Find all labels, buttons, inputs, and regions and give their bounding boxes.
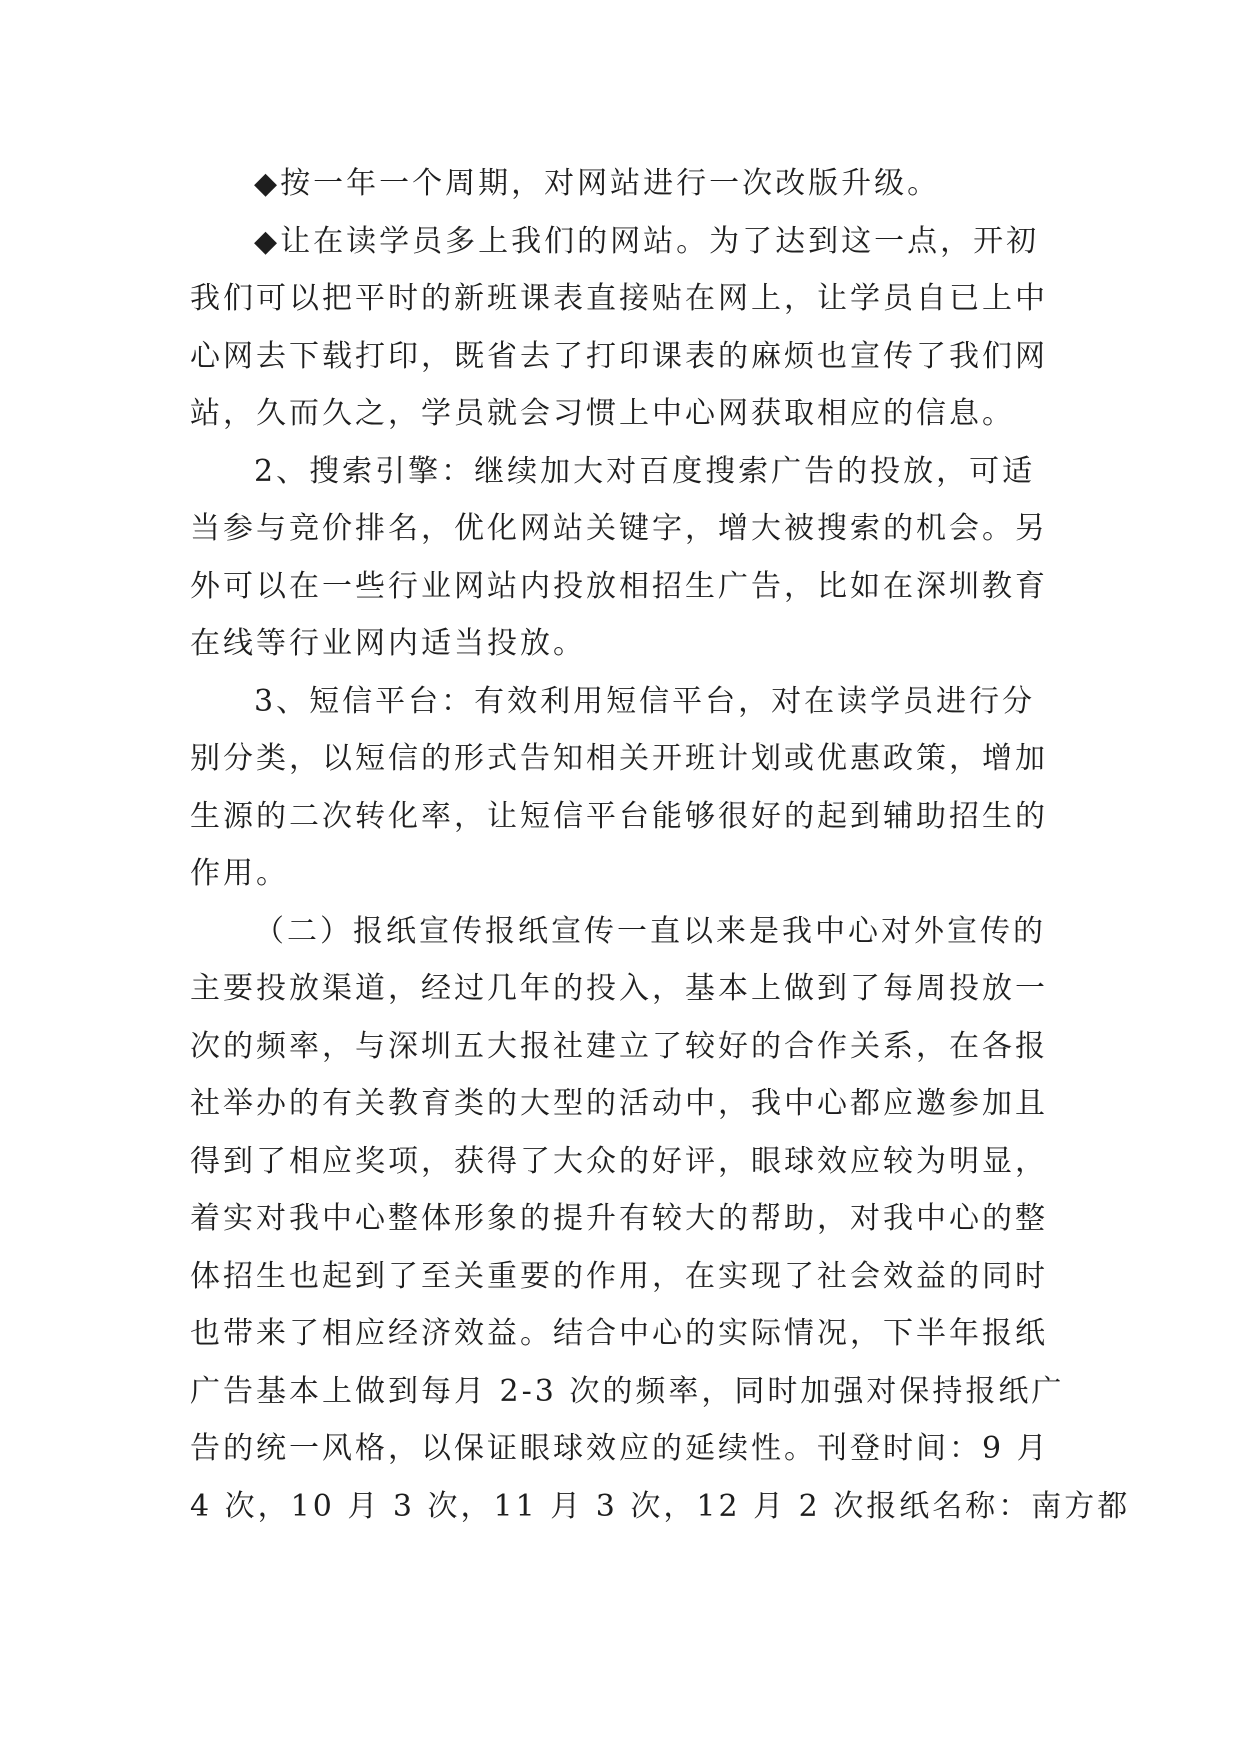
text-line: 2、搜索引擎：继续加大对百度搜索广告的投放，可适 xyxy=(254,453,1036,489)
text-line: ◆按一年一个周期，对网站进行一次改版升级。 xyxy=(254,166,941,201)
text-line: （二）报纸宣传报纸宣传一直以来是我中心对外宣传的 xyxy=(254,913,1046,949)
text-line: 外可以在一些行业网站内投放相招生广告，比如在深圳教育 xyxy=(190,568,1048,604)
text-line: 作用。 xyxy=(190,856,289,891)
text-line: 也带来了相应经济效益。结合中心的实际情况，下半年报纸 xyxy=(190,1316,1048,1351)
text-line: 主要投放渠道，经过几年的投入，基本上做到了每周投放一 xyxy=(190,971,1048,1006)
text-line: 别分类，以短信的形式告知相关开班计划或优惠政策，增加 xyxy=(190,741,1048,776)
text-line: 3、短信平台：有效利用短信平台，对在读学员进行分 xyxy=(254,683,1036,719)
text-line: 体招生也起到了至关重要的作用，在实现了社会效益的同时 xyxy=(190,1258,1048,1294)
text-line: 4 次，10 月 3 次，11 月 3 次，12 月 2 次报纸名称：南方都 xyxy=(190,1488,1131,1524)
text-line: 生源的二次转化率，让短信平台能够很好的起到辅助招生的 xyxy=(190,798,1048,834)
text-line: 得到了相应奖项，获得了大众的好评，眼球效应较为明显， xyxy=(190,1143,1048,1179)
text-line: 广告基本上做到每月 2-3 次的频率，同时加强对保持报纸广 xyxy=(190,1373,1065,1409)
text-line: 次的频率，与深圳五大报社建立了较好的合作关系，在各报 xyxy=(190,1028,1048,1064)
text-line: 告的统一风格，以保证眼球效应的延续性。刊登时间：9 月 xyxy=(190,1431,1050,1466)
document-body xyxy=(190,155,1131,1535)
text-line: 站，久而久之，学员就会习惯上中心网获取相应的信息。 xyxy=(190,396,1015,431)
text-line: 我们可以把平时的新班课表直接贴在网上，让学员自已上中 xyxy=(190,281,1048,316)
text-line: ◆让在读学员多上我们的网站。为了达到这一点，开初 xyxy=(254,223,1040,259)
text-line: 社举办的有关教育类的大型的活动中，我中心都应邀参加且 xyxy=(190,1086,1048,1121)
text-line: 着实对我中心整体形象的提升有较大的帮助，对我中心的整 xyxy=(190,1201,1048,1236)
text-line: 当参与竞价排名，优化网站关键字，增大被搜索的机会。另 xyxy=(190,511,1048,546)
text-line: 心网去下载打印，既省去了打印课表的麻烦也宣传了我们网 xyxy=(190,338,1048,374)
text-line: 在线等行业网内适当投放。 xyxy=(190,626,586,661)
